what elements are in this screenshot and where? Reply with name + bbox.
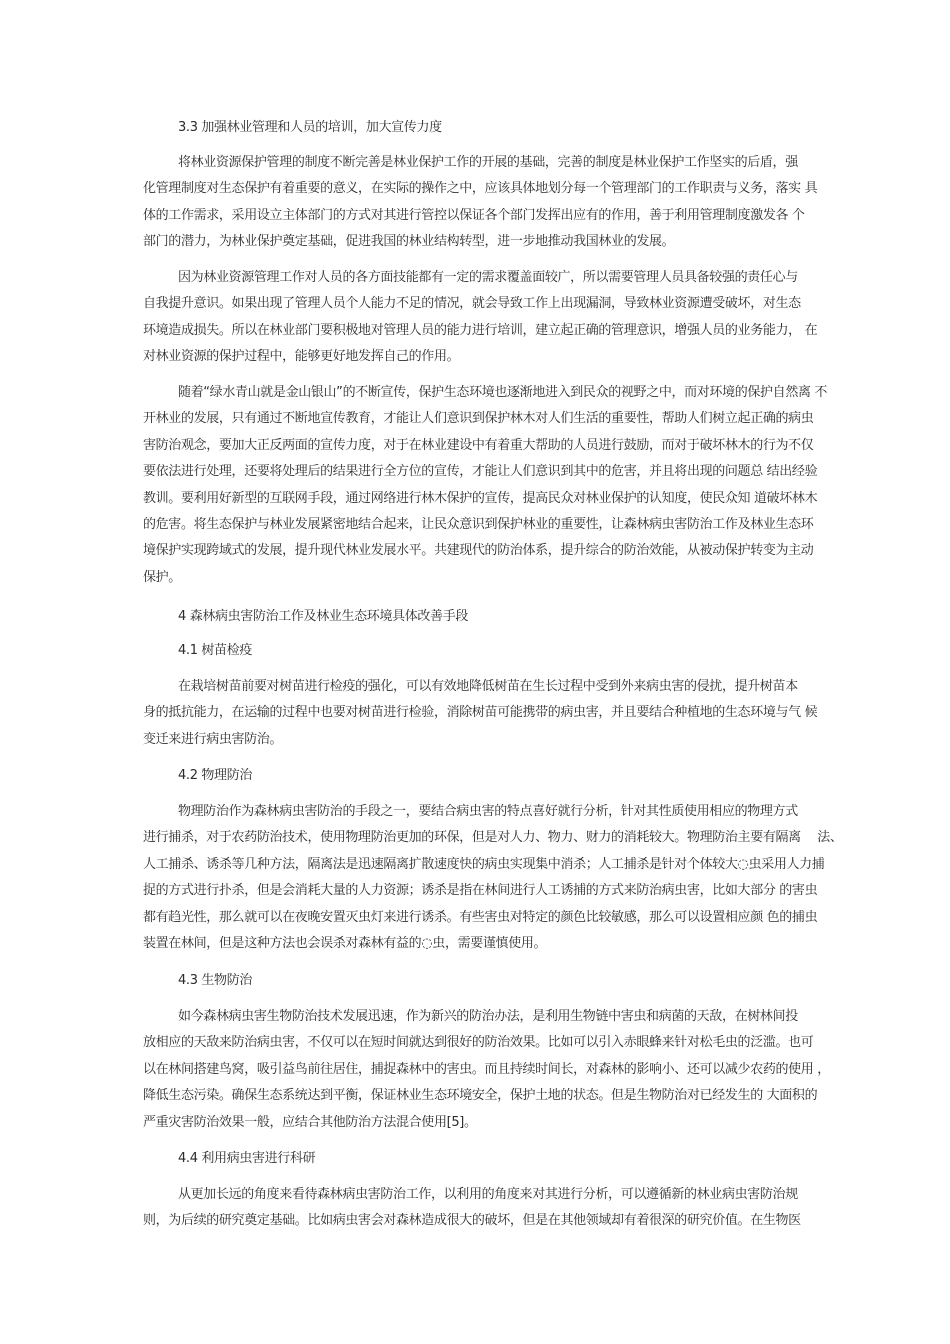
paragraph-line: 人工捕杀、诱杀等几种方法，隔离法是迅速隔离扩散速度快的病虫实现集中消杀；人工捕杀是针对个体较大◌虫采用人力捕: [143, 856, 825, 872]
paragraph-line: 装置在林间，但是这种方法也会误杀对森林有益的◌虫，需要谨慎使用。: [143, 936, 547, 951]
paragraph-line: 教训。要利用好新型的互联网手段，通过网络进行林木保护的宣传，提高民众对林业保护的认知度，使民众知 道破坏林木: [143, 490, 818, 506]
paragraph-line: 化管理制度对生态保护有着重要的意义，在实际的操作之中，应该具体地划分每一个管理部门的工作职责与义务，落实 具: [143, 181, 818, 197]
paragraph-line: 环境造成损失。所以在林业部门要积极地对管理人员的能力进行培训，建立起正确的管理意识，增强人员的业务能力， 在: [143, 322, 818, 338]
paragraph-line: 进行捕杀，对于农药防治技术，使用物理防治更加的环保，但是对人力、物力、财力的消耗较大。物理防治主要有隔离 法、: [143, 830, 843, 846]
paragraph-line: 在栽培树苗前要对树苗进行检疫的强化，可以有效地降低树苗在生长过程中受到外来病虫害的侵扰，提升树苗本: [178, 679, 798, 694]
paragraph-line: 保护。: [143, 569, 181, 585]
paragraph-line: 部门的潜力，为林业保护奠定基础，促进我国的林业结构转型，进一步地推动我国林业的发展。: [143, 234, 675, 250]
paragraph-line: 以在林间搭建鸟窝，吸引益鸟前往居住，捕捉森林中的害虫。而且持续时间长，对森林的影响小、还可以减少农药的使用 ，: [143, 1061, 830, 1077]
paragraph-line: 因为林业资源管理工作对人员的各方面技能都有一定的需求覆盖面较广，所以需要管理人员具备较强的责任心与: [178, 270, 798, 285]
paragraph-line: 物理防治作为森林病虫害防治的手段之一，要结合病虫害的特点喜好就行分析，针对其性质使用相应的物理方式: [178, 804, 798, 819]
paragraph-line: 放相应的天敌来防治病虫害，不仅可以在短时间就达到很好的防治效果。比如可以引入赤眼蜂来针对松毛虫的泛滥。也可: [143, 1035, 814, 1051]
paragraph-line: 自我提升意识。如果出现了管理人员个人能力不足的情况，就会导致工作上出现漏洞，导致林业资源遭受破坏，对生态: [143, 296, 801, 312]
section-heading: 3.3 加强林业管理和人员的培训，加大宣传力度: [178, 120, 442, 135]
paragraph-line: 害防治观念，要加大正反两面的宣传力度，对于在林业建设中有着重大帮助的人员进行鼓励，而对于破坏林木的行为不仅: [143, 437, 814, 453]
paragraph-line: 降低生态污染。确保生态系统达到平衡，保证林业生态环境安全，保护土地的状态。但是生物防治对已经发生的 大面积的: [143, 1088, 818, 1104]
paragraph-line: 捉的方式进行扑杀，但是会消耗大量的人力资源；诱杀是指在林间进行人工诱捕的方式来防治病虫害，比如大部分 的害虫: [143, 883, 818, 899]
paragraph-line: 境保护实现跨域式的发展，提升现代林业发展水平。共建现代的防治体系，提升综合的防治效能，从被动保护转变为主动: [143, 543, 814, 559]
paragraph-line: 变迁来进行病虫害防治。: [143, 731, 283, 747]
paragraph-line: 严重灾害防治效果一般，应结合其他防治方法混合使用[5]。: [143, 1114, 477, 1130]
paragraph-line: 开林业的发展，只有通过不断地宣传教育，才能让人们意识到保护林木对人们生活的重要性，帮助人们树立起正确的病虫: [143, 411, 814, 427]
paragraph-line: 则，为后续的研究奠定基础。比如病虫害会对森林造成很大的破坏，但是在其他领域却有着很深的研究价值。在生物医: [143, 1213, 801, 1229]
paragraph-line: 要依法进行处理，还要将处理后的结果进行全方位的宣传，才能让人们意识到其中的危害，并且将出现的问题总 结出经验: [143, 464, 818, 480]
paragraph-line: 体的工作需求，采用设立主体部门的方式对其进行管控以保证各个部门发挥出应有的作用，善于利用管理制度激发各 个: [143, 207, 805, 223]
paragraph-line: 都有趋光性，那么就可以在夜晚安置灭虫灯来进行诱杀。有些害虫对特定的颜色比较敏感，那么可以设置相应颜 色的捕虫: [143, 909, 818, 925]
paragraph-line: 对林业资源的保护过程中，能够更好地发挥自己的作用。: [143, 349, 460, 365]
section-heading: 4.2 物理防治: [178, 768, 253, 783]
paragraph-line: 如今森林病虫害生物防治技术发展迅速，作为新兴的防治办法，是利用生物链中害虫和病菌的天敌，在树林间投: [178, 1009, 798, 1024]
paragraph-line: 随着“绿水青山就是金山银山”的不断宣传，保护生态环境也逐渐地进入到民众的视野之中，而对环境的保护自然离 不: [178, 385, 828, 400]
section-heading: 4 森林病虫害防治工作及林业生态环境具体改善手段: [178, 609, 469, 624]
paragraph-line: 将林业资源保护管理的制度不断完善是林业保护工作的开展的基础，完善的制度是林业保护工作坚实的后盾，强: [178, 155, 798, 170]
section-heading: 4.3 生物防治: [178, 973, 253, 988]
section-heading: 4.1 树苗检疫: [178, 643, 253, 658]
paragraph-line: 从更加长远的角度来看待森林病虫害防治工作，以利用的角度来对其进行分析，可以遵循新的林业病虫害防治规: [178, 1187, 798, 1202]
paragraph-line: 身的抵抗能力，在运输的过程中也要对树苗进行检验，消除树苗可能携带的病虫害，并且要结合种植地的生态环境与气 候: [143, 705, 818, 721]
paragraph-line: 的危害。将生态保护与林业发展紧密地结合起来，让民众意识到保护林业的重要性，让森林病虫害防治工作及林业生态环: [143, 517, 814, 532]
section-heading: 4.4 利用病虫害进行科研: [178, 1151, 316, 1166]
